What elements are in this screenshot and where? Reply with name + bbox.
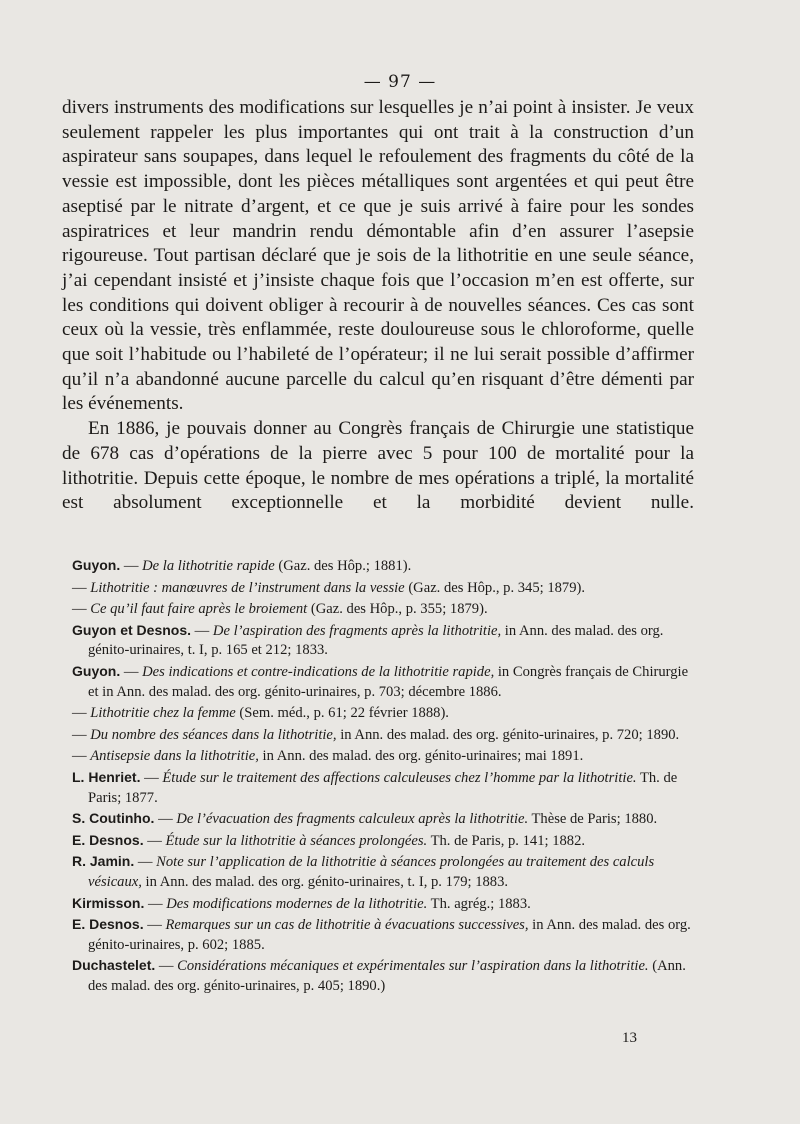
entry-source: Th. de Paris; 1877. — [88, 769, 678, 806]
entry-dash: — — [134, 854, 157, 871]
entry-author: Kirmisson. — [72, 894, 145, 911]
body-paragraph-1: divers instruments des modifications sur lesquelles je n’ai point à insister. Je veux seulement rappeler les plus importantes qui ont trait à la construction d’un aspirateur sans soupapes, dans lequel le refoulement des fragments du côté de la vessie est impossible, dont les pièces métalliques sont argentées et qui peut être aseptisé par le nitrate d’argent, et ce que je suis arrivé à faire pour les sondes aspiratrices et leur mandrin rendu démontable afin d’en assurer l’asepsie rigoureuse. Tout partisan déclaré que je sois de la lithotritie en une seule séance, j’ai cependant insisté et j’insiste chaque fois que l’occasion m’en est offerte, sur les conditions qui doivent obliger à recourir à de nouvelles séances. Ces cas sont ceux où la vessie, très enflammée, reste douloureuse sous le chloroforme, quelle que soit l’habitude ou l’habileté de l’opérateur; il ne lui serait possible d’affirmer qu’il n’a abandonné aucune parcelle du calcul qu’en risquant d’être démenti par les événements. — [62, 97, 694, 415]
entry-title: Du nombre des séances dans la lithotritie, — [90, 726, 337, 743]
entry-source: in Ann. des malad. des org. génito-urinaires, t. I, p. 179; 1883. — [141, 873, 509, 890]
bibliography-entry — [72, 956, 696, 996]
entry-dash: — — [72, 748, 91, 765]
entry-source: in Ann. des malad. des org. génito-urinaires; mai 1891. — [258, 748, 584, 765]
entry-author: E. Desnos. — [72, 916, 144, 933]
entry-title: Des indications et contre-indications de la lithotritie rapide, — [142, 663, 495, 680]
entry-dash: — — [144, 895, 167, 912]
entry-author: R. Jamin. — [72, 853, 135, 870]
entry-author: S. Coutinho. — [72, 810, 155, 827]
entry-source: Th. agrég.; 1883. — [427, 895, 531, 912]
bibliography-entry — [72, 578, 696, 599]
entry-title: Étude sur la lithotritie à séances prolongées. — [165, 832, 428, 849]
entry-title: Lithotritie chez la femme — [90, 705, 236, 722]
bibliography-entry — [72, 831, 696, 852]
page-number: — 97 — — [363, 72, 437, 92]
entry-title: Étude sur le traitement des affections calculeuses chez l’homme par la lithotritie. — [162, 769, 637, 786]
entry-source: in Ann. des malad. des org. génito-urinaires, t. I, p. 165 et 212; 1833. — [88, 622, 664, 659]
signature-mark: 13 — [622, 1030, 637, 1046]
body-text — [62, 96, 694, 516]
bibliography-entry — [72, 894, 696, 915]
entry-dash: — — [143, 832, 166, 849]
entry-title: Considérations mécaniques et expérimentales sur l’aspiration dans la lithotritie. — [177, 958, 649, 975]
entry-dash: — — [120, 663, 143, 680]
entry-source: (Gaz. des Hôp., p. 345; 1879). — [404, 579, 586, 596]
entry-source: (Gaz. des Hôp., p. 355; 1879). — [307, 601, 488, 618]
bibliography-entry — [72, 768, 696, 808]
entry-author: Guyon. — [72, 557, 121, 573]
entry-title: Lithotritie : manœuvres de l’instrument dans la vessie — [90, 579, 405, 596]
entry-title: Ce qu’il faut faire après le broiement — [90, 601, 308, 618]
entry-dash: — — [140, 769, 163, 786]
entry-author: Duchastelet. — [72, 957, 156, 974]
entry-dash: — — [72, 705, 91, 722]
entry-author: L. Henriet. — [72, 768, 141, 785]
entry-source: (Sem. méd., p. 61; 22 février 1888). — [235, 705, 449, 722]
entry-source: Thèse de Paris; 1880. — [528, 811, 658, 828]
entry-dash: — — [155, 958, 178, 975]
entry-source: Th. de Paris, p. 141; 1882. — [427, 832, 586, 849]
bibliography-entry — [72, 703, 696, 724]
entry-title: Antisepsie dans la lithotritie, — [90, 748, 259, 765]
body-paragraph-2: En 1886, je pouvais donner au Congrès français de Chirurgie une statistique de 678 cas d’opérations de la pierre avec 5 pour 100 de mortalité pour la lithotritie. Depuis cette époque, le nombre de mes opérations a triplé, la mortalité est absolument exceptionnelle et la morbidité devient nulle. — [62, 418, 694, 514]
entry-source: in Ann. des malad. des org. génito-urinaires, p. 602; 1885. — [88, 917, 691, 953]
entry-title: Note sur l’application de la lithotritie à séances prolongées au traitement des calculs vésicaux, — [88, 854, 655, 890]
entry-source: in Ann. des malad. des org. génito-urinaires, p. 720; 1890. — [336, 726, 680, 743]
entry-dash: — — [72, 726, 91, 743]
bibliography-entry — [72, 725, 696, 746]
bibliography-entry — [72, 915, 696, 955]
bibliography — [72, 556, 696, 997]
entry-title: De l’évacuation des fragments calculeux après la lithotritie. — [176, 811, 529, 828]
bibliography-entry — [72, 599, 696, 620]
entry-title: Des modifications modernes de la lithotritie. — [166, 895, 428, 912]
entry-dash: — — [191, 622, 213, 639]
bibliography-entry — [72, 809, 696, 830]
entry-author: E. Desnos. — [72, 831, 144, 848]
entry-title: De l’aspiration des fragments après la lithotritie, — [212, 622, 502, 639]
entry-dash: — — [120, 558, 143, 574]
entry-title: Remarques sur un cas de lithotritie à évacuations successives, — [165, 917, 529, 934]
bibliography-entry — [72, 556, 696, 577]
entry-source: (Gaz. des Hôp.; 1881). — [274, 558, 412, 574]
entry-source: (Ann. des malad. des org. génito-urinaires, p. 405; 1890.) — [88, 958, 686, 994]
bibliography-entry — [72, 852, 696, 892]
bibliography-entry — [72, 621, 696, 661]
entry-dash: — — [72, 601, 91, 618]
bibliography-entry — [72, 746, 696, 767]
entry-author: Guyon et Desnos. — [72, 621, 192, 638]
entry-dash: — — [154, 811, 177, 828]
entry-dash: — — [72, 579, 91, 596]
entry-source: in Congrès français de Chirurgie et in Ann. des malad. des org. génito-urinaires, p. 703; décembre 1886. — [88, 663, 689, 700]
entry-title: De la lithotritie rapide — [142, 558, 275, 574]
entry-author: Guyon. — [72, 662, 121, 679]
entry-dash: — — [143, 917, 166, 934]
bibliography-entry — [72, 662, 696, 702]
